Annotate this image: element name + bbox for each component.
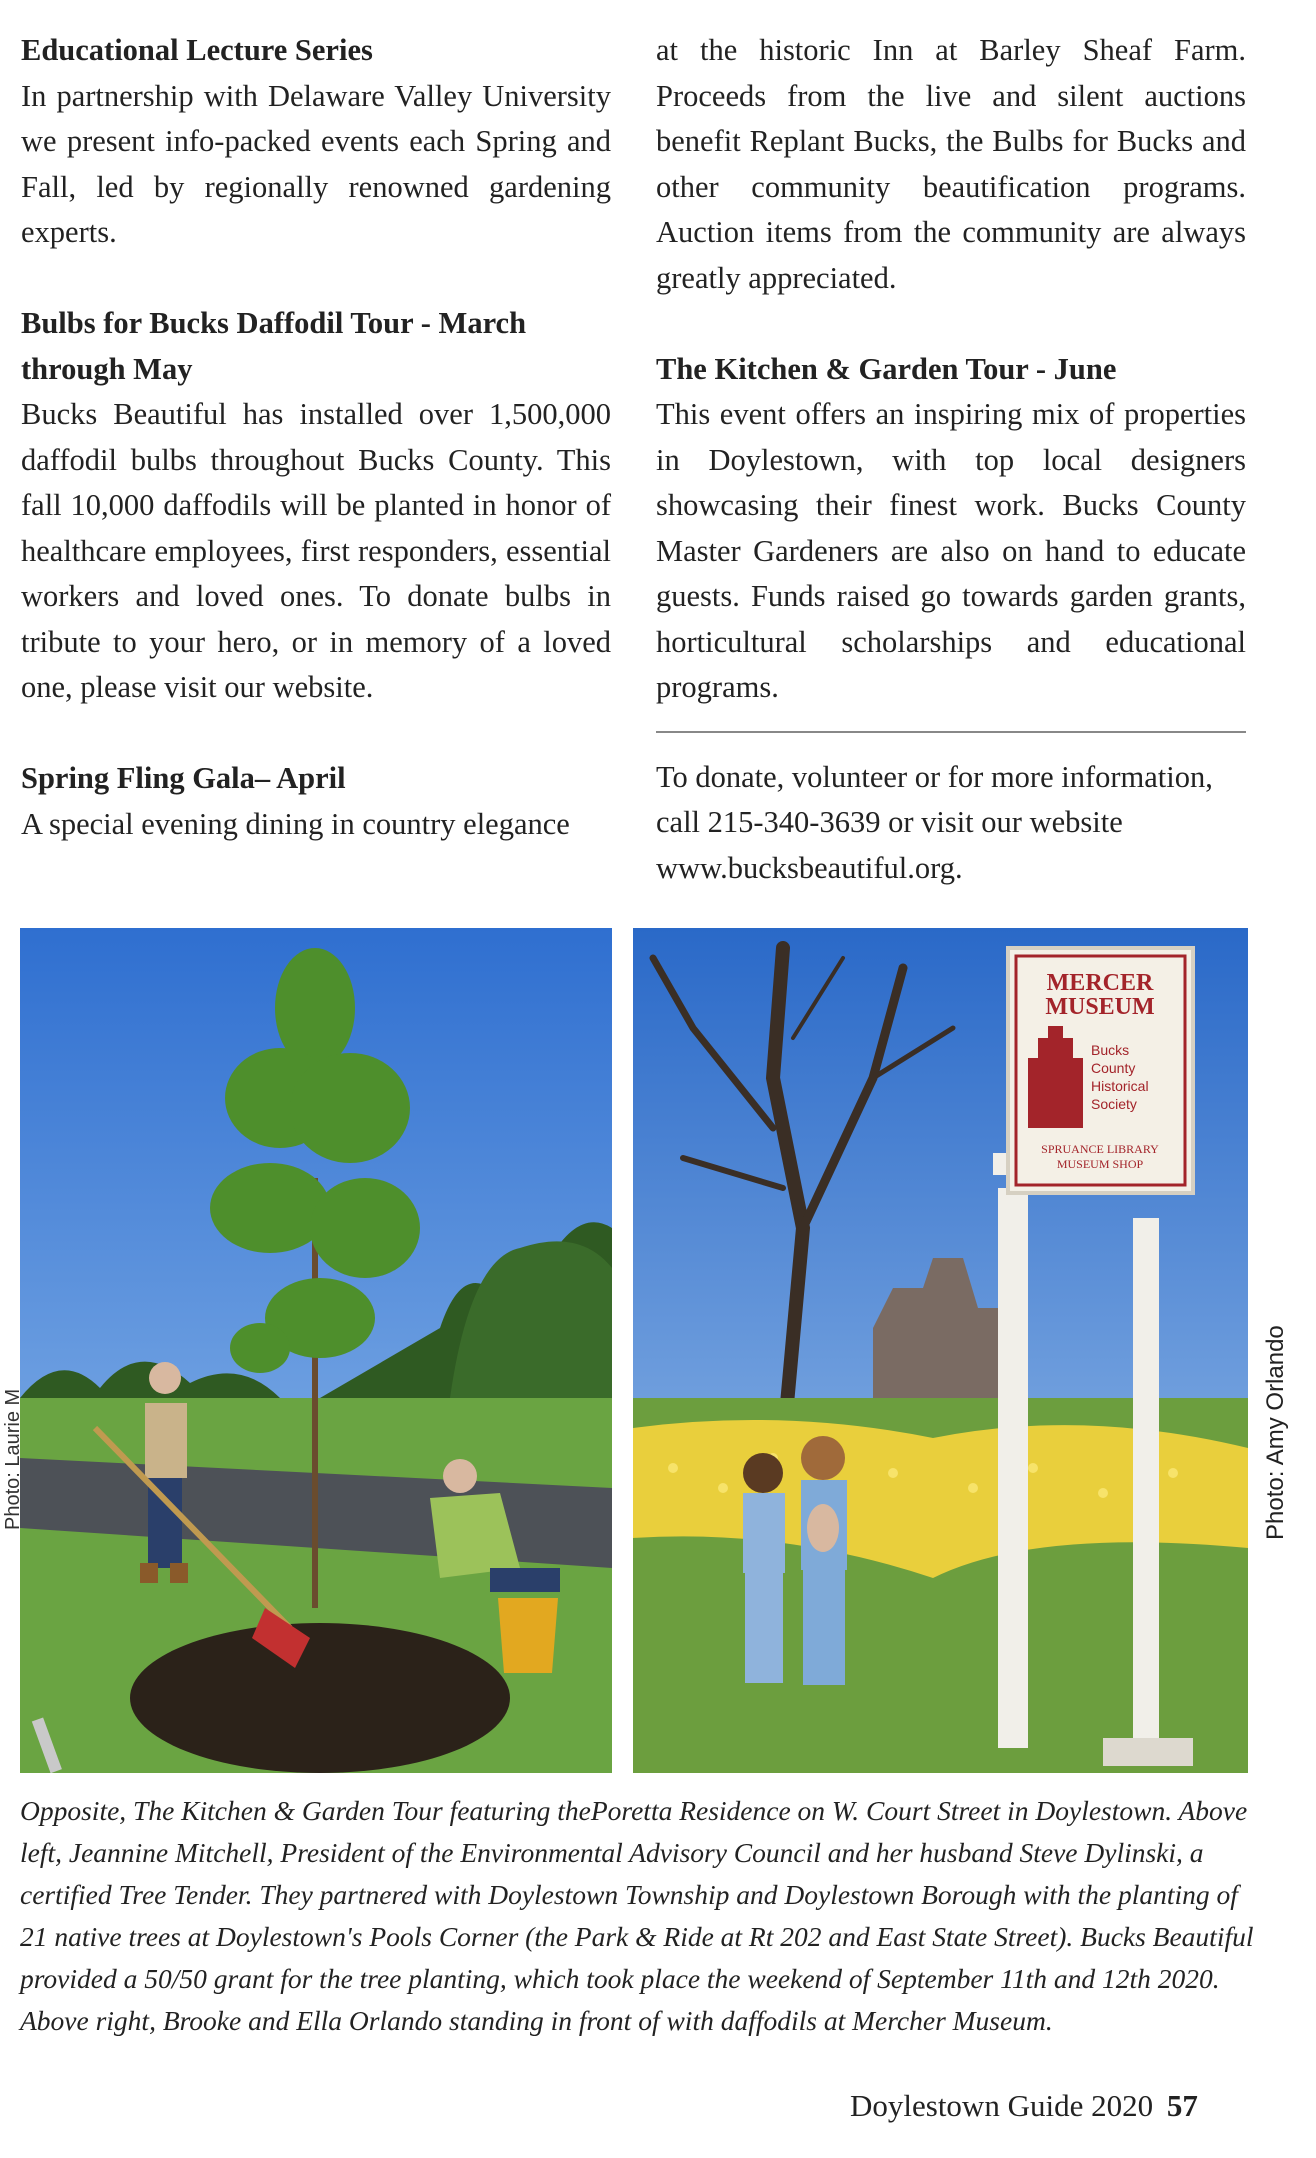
right-photo-credit: Photo: Amy Orlando bbox=[1262, 1325, 1289, 1540]
mercer-museum-photo bbox=[633, 928, 1248, 1773]
spring-fling-body: A special evening dining in country elegance bbox=[21, 806, 570, 841]
tree-planting-photo bbox=[20, 928, 612, 1773]
publication-name: Doylestown Guide 2020 bbox=[850, 2088, 1154, 2123]
contact-info: To donate, volunteer or for more information, call 215-340-3639 or visit our website www.bucksbeautiful.org. bbox=[656, 759, 1213, 885]
kitchen-garden-body: This event offers an inspiring mix of properties in Doylestown, with top local designers showcasing their finest work. Bucks County Master Gardeners are also on hand to educate guests. Funds raised go towards garden grants, horticultural scholarships and educational programs. bbox=[656, 397, 1246, 704]
sign-sub-line1: Bucks bbox=[1091, 1042, 1130, 1058]
spring-fling-heading: Spring Fling Gala– April bbox=[21, 761, 346, 795]
lecture-series-body: In partnership with Delaware Valley University we present info-packed events each Spring and Fall, led by regionally renowned gardening experts. bbox=[21, 78, 611, 249]
page-number: 57 bbox=[1166, 2088, 1198, 2123]
photo-caption: Opposite, The Kitchen & Garden Tour featuring thePoretta Residence on W. Court Street in Doylestown. Above left, Jeannine Mitchell, President of the Environmental Advisory Council and her husband Steve Dylinski, a certified Tree Tender. They partnered with Doylestown Township and Doylestown Borough with the planting of 21 native trees at Doylestown's Pools Corner (the Park & Ride at Rt 202 and East State Street). Bucks Beautiful provided a 50/50 grant for the tree planting, which took place the weekend of September 11th and 12th 2020. Above right, Brooke and Ella Orlando standing in front of with daffodils at Mercher Museum. bbox=[20, 1795, 1254, 2036]
daffodil-tour-heading: Bulbs for Bucks Daffodil Tour - March through May bbox=[21, 306, 527, 386]
sign-sub-line3: Historical bbox=[1091, 1078, 1149, 1094]
right-column bbox=[656, 28, 1246, 891]
sign-sub-line4: Society bbox=[1091, 1096, 1137, 1112]
sign-title-line2: MUSEUM bbox=[1045, 994, 1155, 1020]
spring-fling-continued: at the historic Inn at Barley Sheaf Farm. Proceeds from the live and silent auctions benefit Replant Bucks, the Bulbs for Bucks and other community beautification programs. Auction items from the community are always greatly appreciated. bbox=[656, 33, 1246, 295]
sign-title-line1: MERCER bbox=[1046, 970, 1154, 996]
page-footer bbox=[850, 2088, 1198, 2124]
left-photo-credit: Photo: Laurie M bbox=[2, 1388, 24, 1530]
sign-shop-line1: SPRUANCE LIBRARY bbox=[1041, 1142, 1159, 1156]
section-divider bbox=[656, 731, 1246, 733]
sign-shop-line2: MUSEUM SHOP bbox=[1056, 1157, 1144, 1171]
kitchen-garden-heading: The Kitchen & Garden Tour - June bbox=[656, 351, 1117, 386]
left-column bbox=[21, 28, 611, 847]
daffodil-tour-body: Bucks Beautiful has installed over 1,500,000 daffodil bulbs throughout Bucks County. This fall 10,000 daffodils will be planted in honor of healthcare employees, first responders, essential workers and loved ones. To donate bulbs in tribute to your hero, or in memory of a loved one, please visit our website. bbox=[21, 397, 611, 704]
sign-sub-line2: County bbox=[1091, 1060, 1136, 1076]
lecture-series-heading: Educational Lecture Series bbox=[21, 33, 373, 67]
